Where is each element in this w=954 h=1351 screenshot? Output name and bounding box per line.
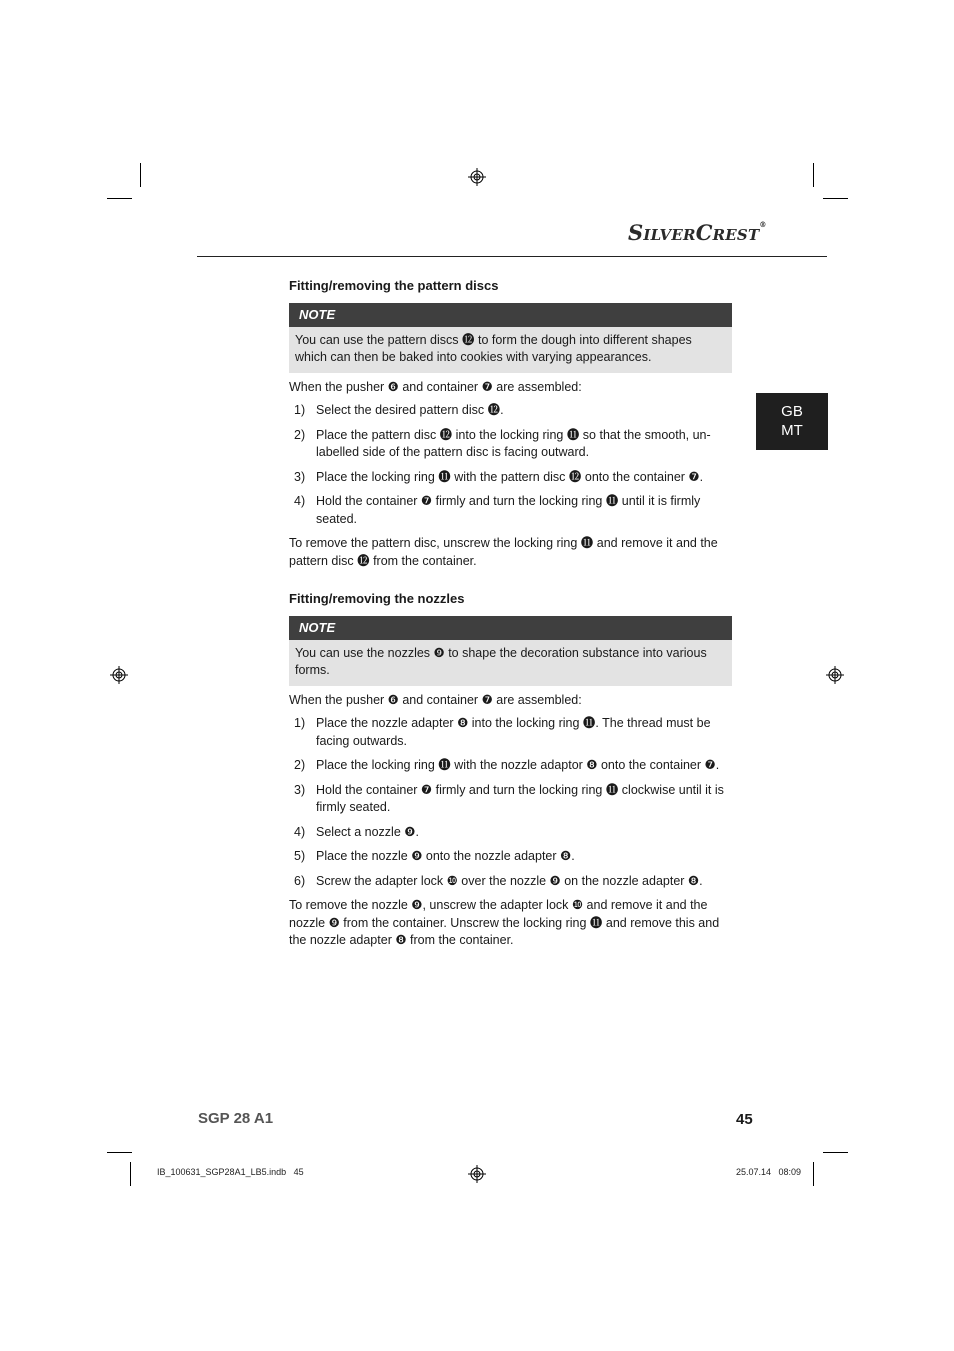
list-item: 1) Select the desired pattern disc ⓬. — [294, 403, 504, 417]
note-text: You can use the pattern discs ⓬ to form the dough into different shapes which can then be baked into cookies with varying appearances. — [289, 327, 732, 373]
intro-paragraph: When the pusher ❻ and container ❼ are assembled: — [289, 692, 582, 707]
crop-mark — [130, 1162, 131, 1186]
note-label: NOTE — [289, 616, 732, 640]
crop-mark — [813, 163, 814, 187]
note-text: You can use the nozzles ❾ to shape the decoration substance into various forms. — [289, 640, 732, 686]
crop-mark — [107, 198, 132, 199]
language-code-gb: GB — [781, 403, 803, 420]
list-item: 2) Place the pattern disc ⓬ into the locking ring ⓫ so that the smooth, un-labelled side of the pattern disc is facing outward. — [294, 427, 711, 459]
slug-timestamp: 25.07.14 08:09 — [736, 1167, 802, 1177]
list-item: 5) Place the nozzle ❾ onto the nozzle adapter ❽. — [294, 849, 575, 863]
section-heading-pattern-discs: Fitting/removing the pattern discs — [289, 278, 499, 293]
language-tab — [756, 393, 828, 450]
list-item: 6) Screw the adapter lock ❿ over the nozzle ❾ on the nozzle adapter ❽. — [294, 873, 703, 888]
crop-mark — [107, 1152, 132, 1153]
section-heading-nozzles: Fitting/removing the nozzles — [289, 591, 465, 606]
note-label: NOTE — [289, 303, 732, 327]
crop-mark — [813, 1162, 814, 1186]
list-item: 4) Hold the container ❼ firmly and turn the locking ring ⓫ until it is firmly seated. — [294, 494, 701, 526]
main-content — [289, 277, 732, 956]
list-item: 2) Place the locking ring ⓫ with the nozzle adaptor ❽ onto the container ❼. — [294, 758, 720, 772]
registration-mark-icon — [826, 666, 844, 684]
list-item: 4) Select a nozzle ❾. — [294, 824, 419, 839]
crop-mark — [823, 198, 848, 199]
slug-filename: IB_100631_SGP28A1_LB5.indb 45 — [157, 1167, 304, 1177]
registration-mark-icon — [468, 168, 486, 186]
list-item: 3) Hold the container ❼ firmly and turn the locking ring ⓫ clockwise until it is firmly seated. — [294, 782, 724, 814]
crop-mark — [823, 1152, 848, 1153]
model-number: SGP 28 A1 — [198, 1110, 274, 1127]
crop-mark — [140, 163, 141, 187]
note-box — [289, 303, 732, 373]
language-code-mt: MT — [781, 422, 803, 439]
page-number: 45 — [736, 1111, 753, 1128]
note-box — [289, 616, 732, 686]
outro-paragraph: To remove the nozzle ❾, unscrew the adapter lock ❿ and remove it and the nozzle ❾ from the container. Unscrew the locking ring ⓫ and remove this and the nozzle adapter ❽ from the container. — [289, 898, 720, 947]
list-item: 3) Place the locking ring ⓫ with the pattern disc ⓬ onto the container ❼. — [294, 469, 704, 484]
registration-mark-icon — [468, 1165, 486, 1183]
outro-paragraph: To remove the pattern disc, unscrew the locking ring ⓫ and remove it and the pattern disc ⓬ from the container. — [289, 536, 718, 568]
step-list — [289, 402, 732, 528]
step-list — [289, 715, 732, 890]
list-item: 1) Place the nozzle adapter ❽ into the locking ring ⓫. The thread must be facing outwards. — [294, 716, 711, 748]
registration-mark-icon — [110, 666, 128, 684]
silvercrest-logo: SILVERCREST® — [628, 220, 767, 245]
header-rule — [197, 256, 827, 257]
intro-paragraph: When the pusher ❻ and container ❼ are assembled: — [289, 379, 582, 394]
